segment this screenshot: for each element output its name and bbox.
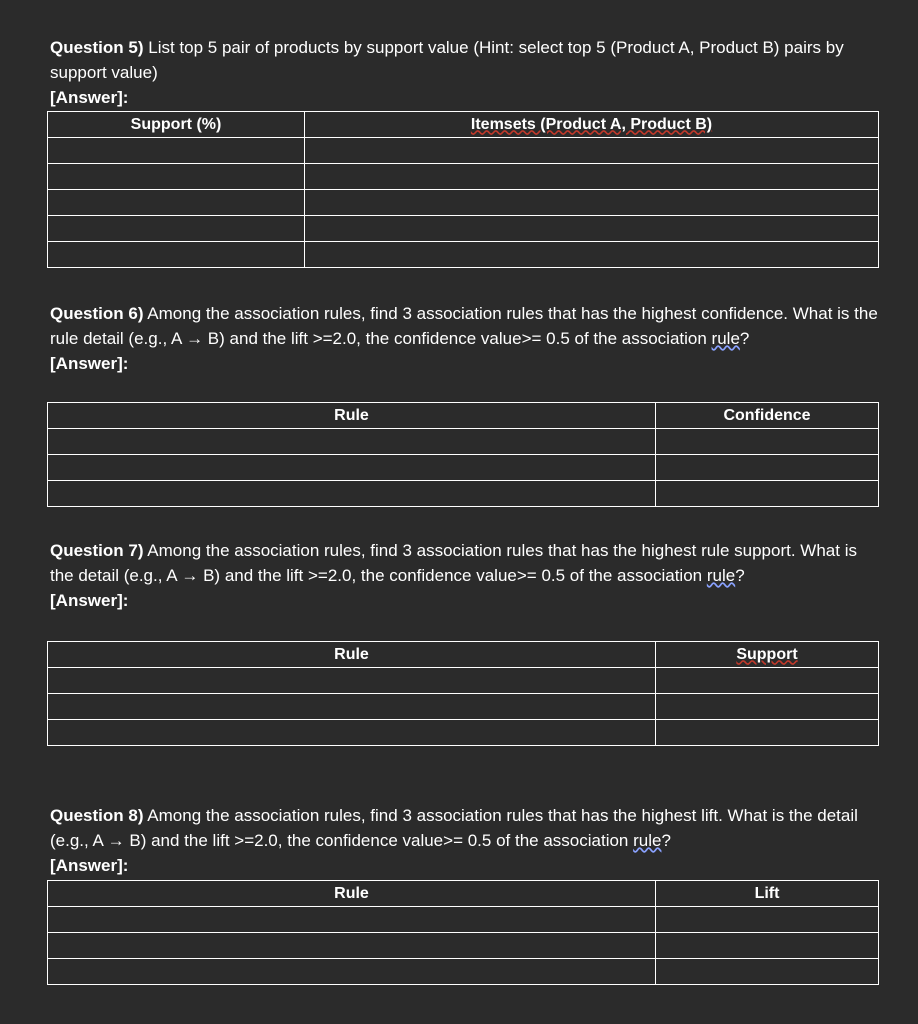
answer-cell[interactable] — [48, 429, 656, 455]
question-7-answer-label: [Answer]: — [50, 591, 129, 610]
table-row — [48, 455, 879, 481]
question-8-text-rule: rule — [633, 831, 662, 850]
answer-cell[interactable] — [48, 720, 656, 746]
answer-cell[interactable] — [305, 138, 879, 164]
answer-cell[interactable] — [656, 720, 879, 746]
question-8-text: Among the association rules, find 3 association rules that has the highest lift. What is the detail (e.g., A → B) and the lift >=2.0, the confidence value>= 0.5 of the association — [50, 806, 858, 850]
answer-cell[interactable] — [48, 481, 656, 507]
column-header-lift: Lift — [656, 881, 879, 907]
answer-cell[interactable] — [305, 164, 879, 190]
table-row — [48, 138, 879, 164]
answer-cell[interactable] — [48, 694, 656, 720]
column-header-rule: Rule — [48, 403, 656, 429]
question-8-answer-label: [Answer]: — [50, 856, 129, 875]
question-8 — [50, 803, 885, 878]
answer-cell[interactable] — [48, 907, 656, 933]
question-8-answer-table — [47, 880, 879, 985]
column-header-confidence: Confidence — [656, 403, 879, 429]
table-row — [48, 959, 879, 985]
answer-cell[interactable] — [305, 242, 879, 268]
question-7-text-rule: rule — [706, 566, 736, 585]
question-5-answer-label: [Answer]: — [50, 88, 129, 107]
table-header-row — [48, 642, 879, 668]
answer-cell[interactable] — [305, 216, 879, 242]
answer-cell[interactable] — [305, 190, 879, 216]
column-header-support: Support (%) — [48, 112, 305, 138]
answer-cell[interactable] — [48, 138, 305, 164]
column-header-itemsets: Itemsets (Product A, Product B) — [305, 112, 879, 138]
answer-cell[interactable] — [656, 694, 879, 720]
answer-cell[interactable] — [656, 959, 879, 985]
question-6-label: Question 6) — [50, 304, 144, 323]
table-header-row — [48, 881, 879, 907]
question-6-text: Among the association rules, find 3 association rules that has the highest confidence. What is the rule detail (e.g., A → B) and the lift >=2.0, the confidence value>= 0.5 of the association — [50, 304, 878, 348]
answer-cell[interactable] — [48, 668, 656, 694]
column-header-support: Support — [656, 642, 879, 668]
table-header-row — [48, 403, 879, 429]
question-6 — [50, 301, 885, 376]
answer-cell[interactable] — [48, 164, 305, 190]
table-row — [48, 216, 879, 242]
answer-cell[interactable] — [48, 216, 305, 242]
answer-cell[interactable] — [48, 190, 305, 216]
question-5-label: Question 5) — [50, 38, 144, 57]
table-row — [48, 481, 879, 507]
question-7-answer-table — [47, 641, 879, 746]
answer-cell[interactable] — [48, 242, 305, 268]
table-row — [48, 190, 879, 216]
table-row — [48, 164, 879, 190]
answer-cell[interactable] — [48, 933, 656, 959]
table-row — [48, 429, 879, 455]
table-row — [48, 242, 879, 268]
table-header-row — [48, 112, 879, 138]
question-7 — [50, 538, 885, 613]
question-6-text-end: ? — [739, 329, 750, 348]
question-8-label: Question 8) — [50, 806, 144, 825]
question-5-answer-table — [47, 111, 879, 268]
question-8-text-end: ? — [661, 831, 671, 850]
table-row — [48, 933, 879, 959]
answer-cell[interactable] — [656, 429, 879, 455]
answer-cell[interactable] — [48, 959, 656, 985]
table-row — [48, 668, 879, 694]
question-5-text: List top 5 pair of products by support value (Hint: select top 5 (Product A, Product B) pairs by support value) — [50, 38, 844, 82]
question-5 — [50, 35, 885, 110]
question-7-text-end: ? — [735, 566, 745, 585]
answer-cell[interactable] — [656, 933, 879, 959]
answer-cell[interactable] — [656, 481, 879, 507]
column-header-rule: Rule — [48, 881, 656, 907]
answer-cell[interactable] — [48, 455, 656, 481]
table-row — [48, 720, 879, 746]
table-row — [48, 694, 879, 720]
answer-cell[interactable] — [656, 907, 879, 933]
question-6-text-rule: rule — [711, 329, 740, 348]
question-6-answer-label: [Answer]: — [50, 354, 129, 373]
column-header-rule: Rule — [48, 642, 656, 668]
question-7-text: Among the association rules, find 3 association rules that has the highest rule support. What is the detail (e.g., A → B) and the lift >=2.0, the confidence value>= 0.5 of the association — [50, 541, 857, 585]
question-6-answer-table — [47, 402, 879, 507]
question-7-label: Question 7) — [50, 541, 144, 560]
answer-cell[interactable] — [656, 668, 879, 694]
table-row — [48, 907, 879, 933]
answer-cell[interactable] — [656, 455, 879, 481]
